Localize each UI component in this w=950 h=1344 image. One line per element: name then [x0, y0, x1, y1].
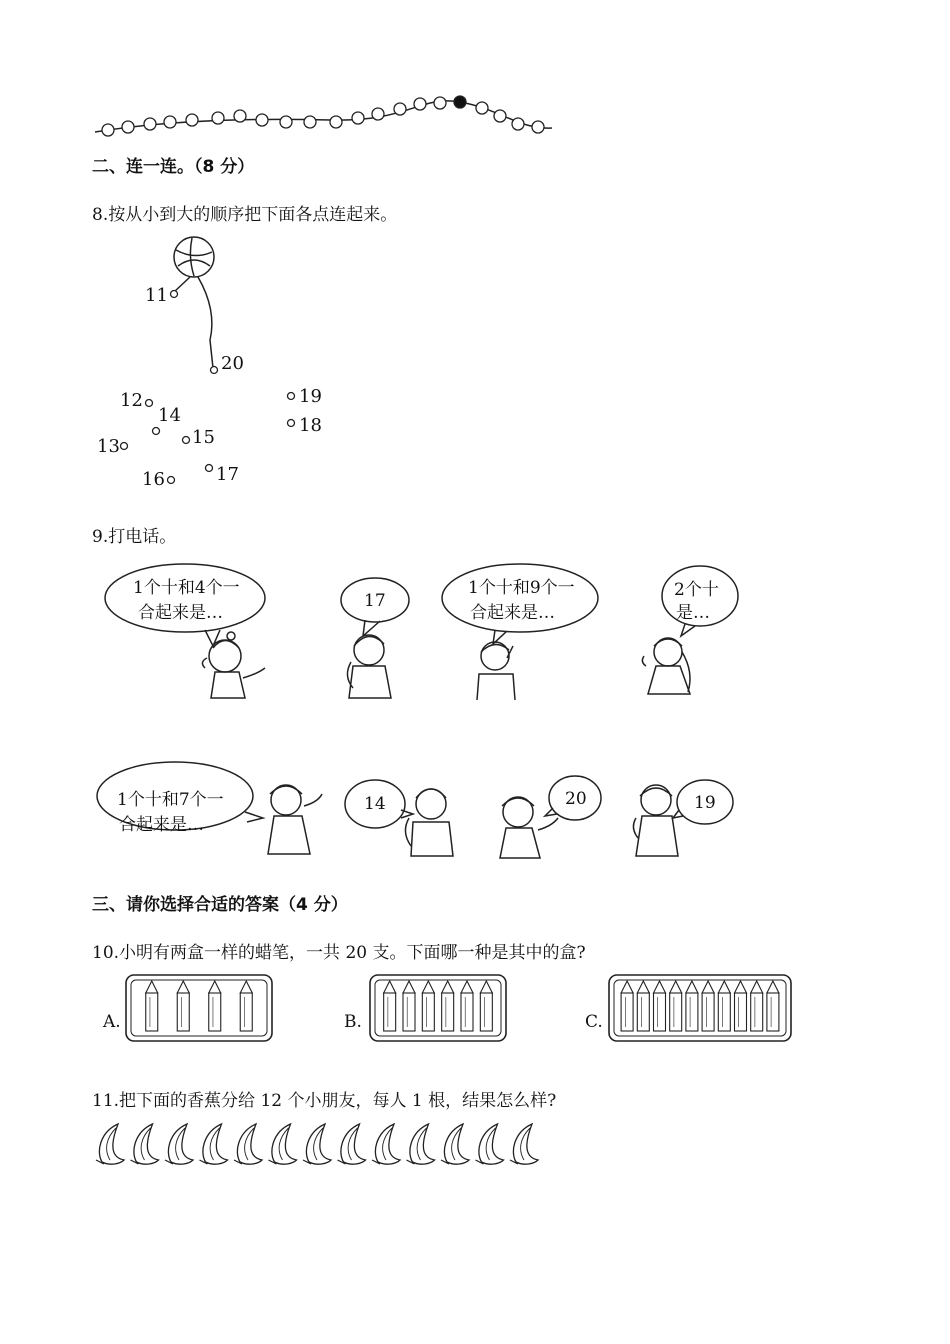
bead — [164, 116, 176, 128]
dot — [206, 465, 213, 472]
crayon-icon — [209, 981, 221, 1031]
banana-icon — [476, 1124, 504, 1164]
dot-label: 20 — [221, 353, 244, 374]
crayon-icon — [702, 981, 714, 1031]
bubble-text-line2: 合起来是… — [138, 603, 223, 623]
bubble-text-line1: 17 — [364, 591, 386, 611]
bead — [144, 118, 156, 130]
boy-calling-icon — [477, 642, 515, 700]
crayon-icon — [637, 981, 649, 1031]
banana-row — [90, 1118, 550, 1168]
q11-text: 11.把下面的香蕉分给 12 个小朋友，每人 1 根，结果怎么样? — [92, 1091, 557, 1111]
bead — [330, 116, 342, 128]
dot-label: 15 — [192, 427, 215, 448]
crayon-icon — [621, 981, 633, 1031]
crayon-icon — [384, 981, 396, 1031]
crayon-icon — [480, 981, 492, 1031]
bead — [256, 114, 268, 126]
bubble-text-line1: 19 — [694, 793, 716, 813]
bubble-text-line1: 1个十和9个一 — [468, 578, 575, 598]
crayon-icon — [751, 981, 763, 1031]
dot-label: 19 — [299, 386, 322, 407]
dot-label: 14 — [158, 405, 181, 426]
option-a-label[interactable]: A. — [103, 1012, 121, 1032]
bubble-text-line2: 合起来是… — [119, 815, 204, 835]
banana-icon — [96, 1124, 124, 1164]
girl-calling-icon — [268, 785, 322, 854]
dot-label: 16 — [142, 469, 165, 490]
balloon-icon — [174, 237, 214, 368]
dot — [288, 420, 295, 427]
bead — [234, 110, 246, 122]
bead — [394, 103, 406, 115]
bead — [212, 112, 224, 124]
dot — [121, 443, 128, 450]
crayon-icon — [718, 981, 730, 1031]
crayon-icon — [442, 981, 454, 1031]
bubble-text-line1: 20 — [565, 789, 587, 809]
banana-icon — [234, 1124, 262, 1164]
boy-calling-icon — [347, 635, 391, 698]
crayon-icon — [686, 981, 698, 1031]
bead — [122, 121, 134, 133]
bead — [476, 102, 488, 114]
girl-calling-icon — [633, 785, 678, 856]
dot-label: 11 — [145, 285, 168, 306]
bubble-text-line1: 2个十 — [674, 580, 719, 600]
dot-label: 17 — [216, 464, 239, 485]
crayon-box-a[interactable] — [124, 973, 274, 1043]
bead — [494, 110, 506, 122]
q10-text: 10.小明有两盒一样的蜡笔，一共 20 支。下面哪一种是其中的盒? — [92, 943, 586, 963]
banana-icon — [269, 1124, 297, 1164]
crayon-box-b[interactable] — [368, 973, 508, 1043]
q8-text: 8.按从小到大的顺序把下面各点连起来。 — [92, 205, 398, 225]
girl-calling-icon — [500, 797, 558, 858]
bead — [372, 108, 384, 120]
bubble-text-line1: 14 — [364, 794, 386, 814]
banana-icon — [303, 1124, 331, 1164]
crayon-icon — [670, 981, 682, 1031]
dot — [288, 393, 295, 400]
bead-filled — [454, 96, 466, 108]
section2-title: 二、连一连。（8 分） — [92, 157, 255, 177]
bubble-text-line2: 是… — [676, 603, 710, 623]
bead — [304, 116, 316, 128]
banana-icon — [338, 1124, 366, 1164]
dot — [153, 428, 160, 435]
banana-icon — [372, 1124, 400, 1164]
bead — [186, 114, 198, 126]
bead — [532, 121, 544, 133]
dot — [146, 400, 153, 407]
bead — [102, 124, 114, 136]
banana-icon — [131, 1124, 159, 1164]
bubble-text-line1: 1个十和7个一 — [117, 790, 224, 810]
section3-title: 三、请你选择合适的答案（4 分） — [92, 895, 348, 915]
crayon-icon — [654, 981, 666, 1031]
crayon-icon — [461, 981, 473, 1031]
dot — [211, 367, 218, 374]
banana-icon — [200, 1124, 228, 1164]
crayon-box-c[interactable] — [607, 973, 793, 1043]
bead — [434, 97, 446, 109]
bead — [414, 98, 426, 110]
bubble-text-line1: 1个十和4个一 — [133, 578, 240, 598]
crayon-icon — [422, 981, 434, 1031]
dot — [168, 477, 175, 484]
bubble-text-line2: 合起来是… — [470, 603, 555, 623]
dot-to-dot-balloon — [92, 230, 352, 495]
crayon-icon — [767, 981, 779, 1031]
crayon-icon — [403, 981, 415, 1031]
banana-icon — [407, 1124, 435, 1164]
bead — [512, 118, 524, 130]
crayon-icon — [177, 981, 189, 1031]
bead-string — [90, 90, 560, 140]
banana-icon — [441, 1124, 469, 1164]
girl-calling-icon — [642, 638, 690, 694]
dot-label: 18 — [299, 415, 322, 436]
crayon-icon — [735, 981, 747, 1031]
girl-calling-icon — [202, 632, 265, 698]
crayon-icon — [240, 981, 252, 1031]
crayon-icon — [146, 981, 158, 1031]
bead — [352, 112, 364, 124]
bead — [280, 116, 292, 128]
dot-label: 13 — [97, 436, 120, 457]
boy-calling-icon — [405, 789, 453, 856]
option-b-label[interactable]: B. — [344, 1012, 362, 1032]
dot — [183, 437, 190, 444]
banana-icon — [165, 1124, 193, 1164]
dot-label: 12 — [120, 390, 143, 411]
option-c-label[interactable]: C. — [585, 1012, 603, 1032]
q9-text: 9.打电话。 — [92, 527, 177, 547]
dot — [171, 291, 178, 298]
banana-icon — [510, 1124, 538, 1164]
